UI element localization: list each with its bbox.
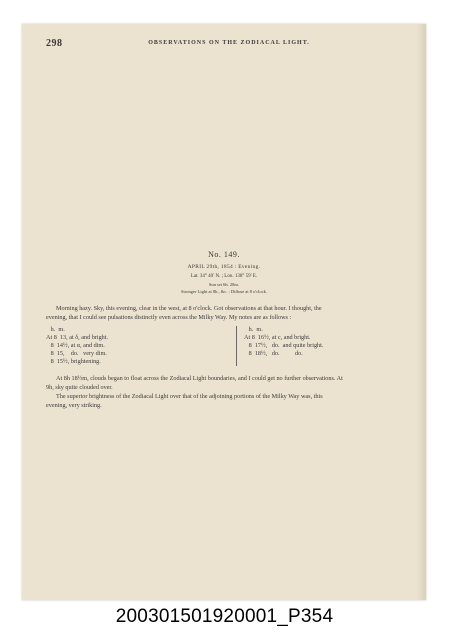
paragraph-line: evening, that I could see pulsations distinctly even across the Milky Way. My notes are as follows : xyxy=(46,314,292,321)
column-divider xyxy=(236,326,237,366)
entry-date: APRIL 29th, 1854 : Evening. xyxy=(187,264,261,270)
note-line: 8 15, do. very dim. xyxy=(46,350,107,357)
document-page xyxy=(22,24,426,600)
paragraph-line: 9h, sky quite clouded over. xyxy=(46,384,113,391)
note-line: 8 17½, do. and quite bright. xyxy=(244,342,324,349)
page-number: 298 xyxy=(46,38,63,49)
paragraph-line: At 8h 18½m, clouds began to float across the Zodiacal Light boundaries, and I could get no further observations. At xyxy=(56,375,343,382)
note-line: h. m. xyxy=(46,326,65,333)
paragraph-1 xyxy=(46,304,414,322)
notes-right-column xyxy=(244,326,424,358)
notes-left-column xyxy=(46,326,226,366)
paragraph-3 xyxy=(46,392,414,410)
running-title: OBSERVATIONS ON THE ZODIACAL LIGHT. xyxy=(148,40,310,46)
note-line: 8 15½, brightening. xyxy=(46,358,101,365)
image-caption: 200301501920001_P354 xyxy=(115,606,334,627)
paragraph-line: evening, very striking. xyxy=(46,402,102,409)
entry-number: No. 149. xyxy=(208,250,240,259)
note-line: At 8 16½, at c, and bright. xyxy=(244,334,311,341)
entry-stronger-light: Stronger Light at 8h., &c. : Diffuse at 8 o'clock. xyxy=(180,289,268,294)
entry-lat-lon: Lat. 34° 40′ N. ; Lon. 138° 59′ E. xyxy=(190,274,258,279)
entry-sunset: Sun set 6h. 28m. xyxy=(208,282,240,287)
note-line: 8 14½, at α, and dim. xyxy=(46,342,105,349)
note-line: At 8 13, at δ, and bright. xyxy=(46,334,109,341)
paragraph-line: Morning hazy. Sky, this evening, clear in the west, at 8 o'clock. Got observations at that hour. I thought, the xyxy=(56,305,322,312)
note-line: 8 18½, do. do. xyxy=(244,350,303,357)
paragraph-2 xyxy=(46,374,414,392)
page-header xyxy=(46,38,412,50)
note-line: h. m. xyxy=(244,326,263,333)
paragraph-line: The superior brightness of the Zodiacal Light over that of the adjoining portions of the Milky Way was, this xyxy=(56,393,323,400)
